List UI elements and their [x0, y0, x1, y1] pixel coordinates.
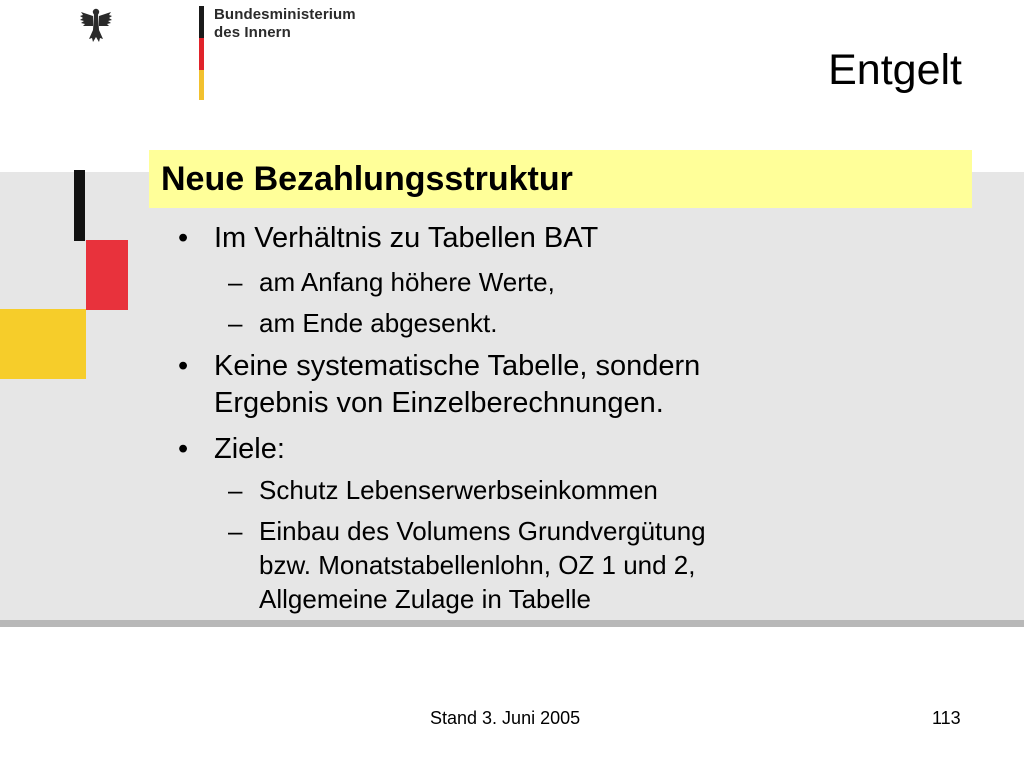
federal-eagle-icon [78, 6, 114, 44]
flag-stripe-gold [199, 70, 204, 100]
bullet-dot: • [178, 350, 189, 382]
sub-bullet-text: am Ende abgesenkt. [259, 308, 498, 338]
sub-bullet-text: Schutz Lebenserwerbseinkommen [259, 475, 658, 505]
section-heading: Neue Bezahlungsstruktur [161, 160, 573, 198]
section-heading-box [149, 150, 972, 208]
bullet-text-line-2: Ergebnis von Einzelberechnungen. [214, 387, 664, 419]
sub-bullet-dash: – [228, 475, 243, 505]
logo-line-2: des Innern [214, 24, 291, 41]
flag-stripe-black [199, 6, 204, 38]
sub-bullet-dash: – [228, 308, 243, 338]
decor-block-gold [0, 309, 86, 379]
slide-title: Entgelt [828, 46, 962, 94]
sub-bullet-text-line-1: Einbau des Volumens Grundvergütung [259, 516, 706, 546]
sub-bullet-dash: – [228, 267, 243, 297]
sub-bullet-text-line-3: Allgemeine Zulage in Tabelle [259, 584, 591, 614]
bullet-dot: • [178, 222, 189, 254]
decor-block-black [74, 170, 85, 241]
logo-text [214, 6, 356, 42]
bullet-text-line-1: Keine systematische Tabelle, sondern [214, 350, 701, 382]
sub-bullet-text: am Anfang höhere Werte, [259, 267, 555, 297]
bullet-text: Ziele: [214, 433, 285, 465]
sub-bullet-text-line-2: bzw. Monatstabellenlohn, OZ 1 und 2, [259, 550, 696, 580]
decor-block-red [86, 240, 128, 310]
sub-bullet-dash: – [228, 516, 243, 546]
footer-date: Stand 3. Juni 2005 [430, 708, 581, 728]
band-bottom-line [0, 620, 1024, 627]
bullet-text: Im Verhältnis zu Tabellen BAT [214, 222, 599, 254]
bullet-dot: • [178, 433, 189, 465]
ministry-logo [78, 4, 356, 100]
page-number: 113 [932, 708, 961, 728]
flag-stripe-red [199, 38, 204, 70]
logo-line-1: Bundesministerium [214, 6, 356, 23]
